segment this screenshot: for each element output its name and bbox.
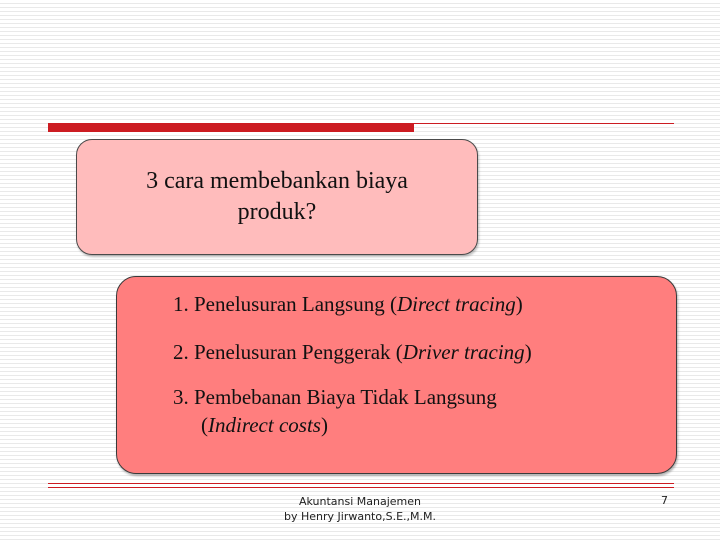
item-3-term: Indirect costs bbox=[208, 413, 321, 437]
list-item-driver-tracing bbox=[173, 338, 532, 366]
title-accent-bar bbox=[48, 123, 414, 132]
item-3-suffix: ) bbox=[320, 413, 328, 437]
methods-list-box bbox=[116, 276, 677, 474]
item-2-suffix: ) bbox=[524, 340, 532, 364]
item-1-text: 1. Penelusuran Langsung ( bbox=[173, 292, 397, 316]
question-text bbox=[97, 166, 457, 228]
footer-rule-top bbox=[48, 483, 674, 484]
footer-rule-bottom bbox=[48, 487, 674, 488]
question-line-1: 3 cara membebankan biaya bbox=[146, 168, 408, 194]
page-number: 7 bbox=[661, 494, 668, 507]
item-3-text: 3. Pembebanan Biaya Tidak Langsung bbox=[173, 385, 497, 409]
item-2-text: 2. Penelusuran Penggerak ( bbox=[173, 340, 403, 364]
item-3-continuation bbox=[173, 413, 328, 437]
footer-credit bbox=[250, 494, 470, 524]
question-box bbox=[76, 139, 478, 255]
item-3-open-paren: ( bbox=[201, 413, 208, 437]
footer-author: by Henry Jirwanto,S.E.,M.M. bbox=[284, 510, 436, 523]
list-item-direct-tracing bbox=[173, 290, 523, 318]
title-accent-line bbox=[414, 123, 674, 124]
question-line-2: produk? bbox=[237, 199, 317, 225]
item-2-term: Driver tracing bbox=[402, 340, 525, 364]
item-1-term: Direct tracing bbox=[396, 292, 516, 316]
list-item-indirect-costs bbox=[173, 383, 497, 439]
item-1-suffix: ) bbox=[515, 292, 523, 316]
footer-course: Akuntansi Manajemen bbox=[298, 495, 422, 508]
